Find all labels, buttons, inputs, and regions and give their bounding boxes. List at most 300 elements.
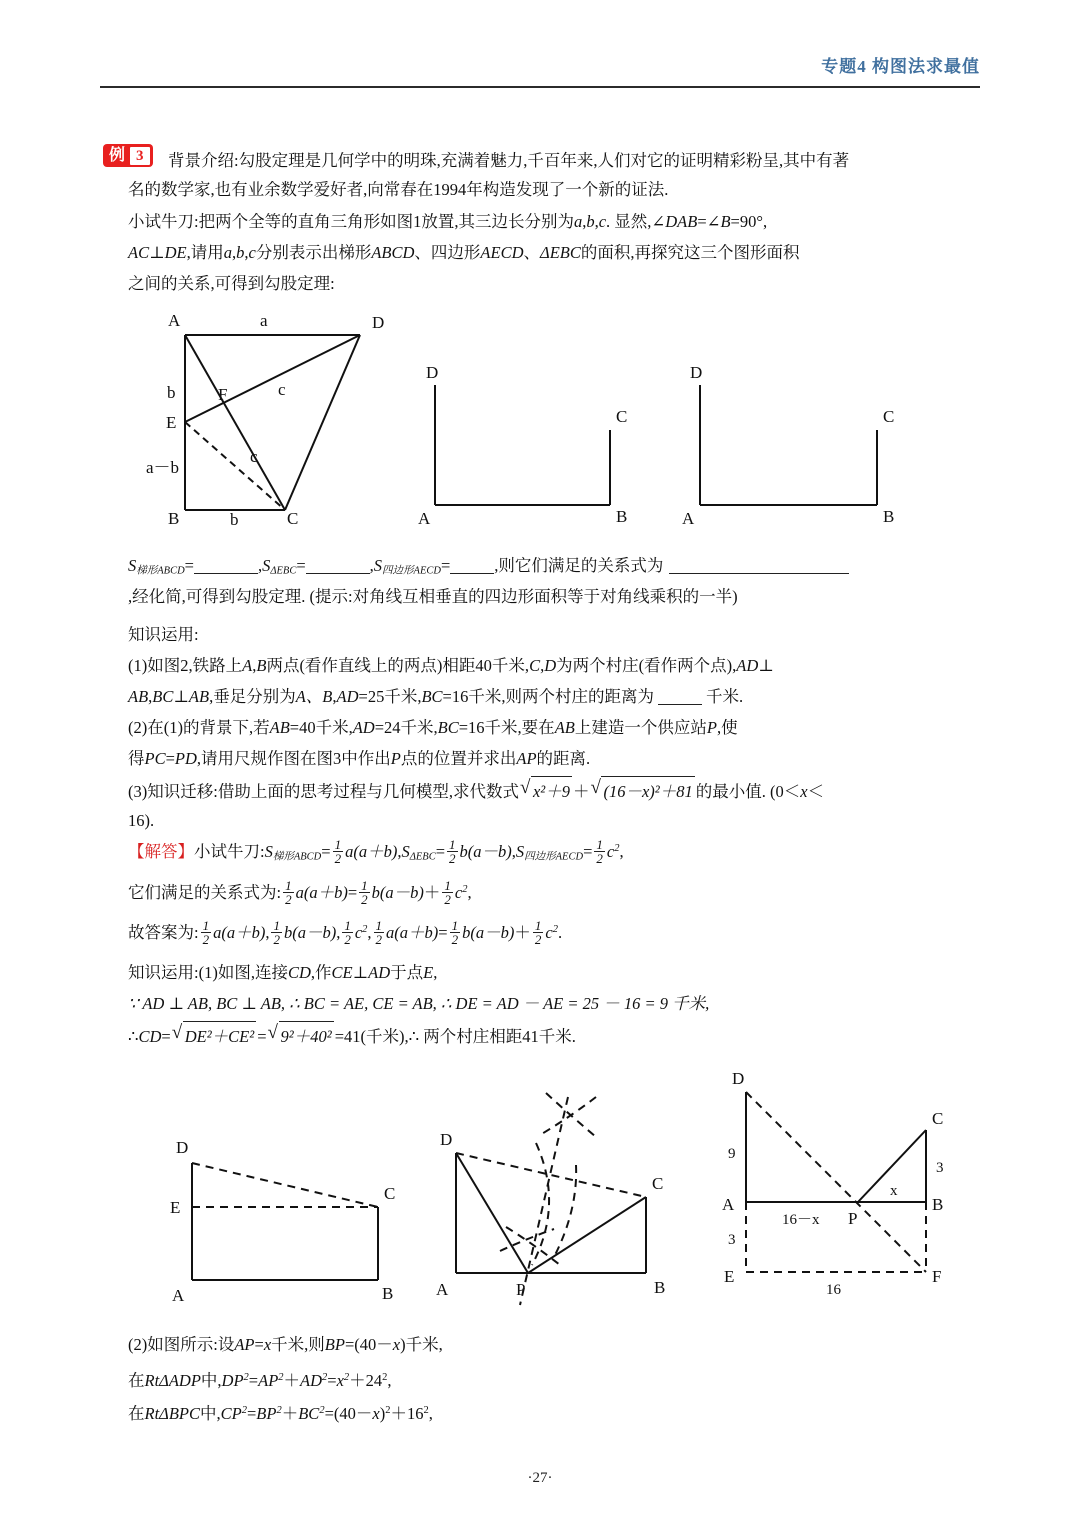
- s2l3-c: 中,: [200, 1403, 221, 1423]
- s2l2-24: ＋24: [349, 1370, 383, 1390]
- q2l1-i: 上建造一个供应站: [574, 718, 707, 737]
- s2l3-CP-sup: 2: [241, 1405, 247, 1416]
- sol4-E: E: [423, 963, 434, 982]
- sol-S3: S: [515, 841, 525, 861]
- fig5-label-A: A: [436, 1280, 449, 1299]
- sol3-expr-a: a(a＋b): [213, 922, 266, 942]
- sol-expr3-sup: 2: [614, 843, 620, 854]
- sol-S1: S: [264, 841, 273, 861]
- sol-c2: ,: [511, 841, 516, 861]
- area-blank-2[interactable]: [306, 573, 370, 574]
- q2l2-eq: =: [165, 749, 175, 768]
- hint-line: [128, 582, 738, 611]
- intro-l3-var-a: a: [573, 212, 583, 231]
- intro-l4-c: c: [248, 243, 256, 262]
- sol2-expr-b: b(a－b): [371, 882, 424, 902]
- application-q1-line1: [128, 651, 774, 680]
- s2l2-AP-sup: 2: [278, 1372, 284, 1383]
- sol2-frac-3-num: 1: [444, 877, 451, 893]
- solution2-line-1: [128, 1330, 443, 1359]
- sol4-CD: CD: [287, 963, 311, 982]
- fig6-label-B: B: [932, 1195, 944, 1214]
- sol3-expr-a2: a(a＋b): [386, 922, 439, 942]
- solution-line-5: [128, 989, 709, 1018]
- q3-radical-2-body: (16－x)²＋81: [601, 776, 694, 806]
- intro-line-3: [128, 207, 767, 236]
- s2l3-i: =(40－: [324, 1403, 373, 1423]
- figure-2: [410, 360, 640, 530]
- q1l2-BC2: BC: [421, 687, 443, 706]
- s2l1-x: x: [263, 1335, 272, 1354]
- fig1-label-A: A: [168, 311, 181, 330]
- q1l2-m: 千米.: [705, 687, 744, 706]
- sol-expr2: b(a－b): [459, 841, 512, 861]
- fig6-label-16-minus-x: 16－x: [782, 1212, 820, 1228]
- q2l2-g: 点的位置并求出: [400, 749, 517, 768]
- solution-line-6: [128, 1020, 576, 1051]
- sol6-radical-1-body: DE²＋CE²: [183, 1021, 256, 1051]
- q1l2-c2: ,: [332, 687, 337, 706]
- sol4-perp: ⊥: [352, 963, 369, 982]
- s2l3-x: x: [372, 1403, 380, 1423]
- sol2-frac-3: [442, 879, 453, 907]
- sol-eq3: =: [583, 841, 593, 861]
- q1l1-C: C: [529, 656, 541, 675]
- sol3-expr-c2: c: [545, 922, 553, 942]
- s2l1-eq: =: [254, 1335, 264, 1354]
- intro-line-4: [128, 238, 800, 267]
- area-blank-4[interactable]: [669, 573, 849, 574]
- q1l2-j: =25千米,: [358, 687, 422, 706]
- example-badge: [103, 144, 153, 167]
- sol-l3-lead: 故答案为:: [128, 922, 199, 942]
- solution-line-3: 故答案为: $\frac{1}{2}$ a(a＋b), $\frac{1}{2}$ b(a－b), $\frac{1}{2}$ $c^2$, $\frac{1}{2}$ a(a＋b)= $\frac{1}{2}$ b(a－b)＋ $\frac{1}{2}$ $c^2$.: [128, 917, 563, 948]
- sol4-comma: ,: [433, 963, 438, 982]
- application-q3-line1: [128, 775, 824, 806]
- intro-l3-angle-b: ∠B: [706, 212, 731, 231]
- sol-frac-1-den: 2: [334, 851, 342, 867]
- area-tail: ,则它们满足的关系式为: [494, 556, 664, 575]
- area-comma2: ,: [369, 556, 374, 575]
- s2l3-BC: BC: [298, 1403, 320, 1423]
- solution-tag: 【解答】: [128, 841, 194, 861]
- solution-line-4: [128, 958, 437, 987]
- s2l2-x-sup: 2: [343, 1372, 350, 1383]
- q1l1-i: 为两个村庄(看作两个点),: [556, 656, 737, 675]
- intro-l4-perp: ⊥: [149, 243, 165, 262]
- sol3-f4n: 1: [375, 917, 383, 933]
- s2l3-a: 在: [128, 1403, 145, 1423]
- q1l1-A: A: [242, 656, 253, 675]
- s2l3-eq1: =: [246, 1403, 257, 1423]
- figure-1: [146, 310, 400, 529]
- intro-l4-c2: ,: [244, 243, 249, 262]
- sol-S3-sub: 四边形AECD: [524, 851, 584, 863]
- fig6-label-E: E: [724, 1267, 735, 1286]
- q2l1-AB2: AB: [554, 718, 575, 737]
- q3l1-d: ＜: [807, 782, 825, 801]
- sol6-tail: =41(千米),∴ 两个村庄相距41千米.: [334, 1027, 576, 1046]
- figure-5: [428, 1055, 698, 1315]
- q1l2-AB-pts: A、B: [295, 687, 333, 706]
- application-heading-text: 知识运用:: [128, 625, 199, 644]
- s2l2-x: x: [336, 1370, 344, 1390]
- q2l1-BC: BC: [437, 718, 459, 737]
- s2l3-16-sup: 2: [423, 1405, 429, 1416]
- fig1-label-c-upper: c: [278, 380, 286, 399]
- intro-l4-abcd: ABCD: [371, 243, 415, 262]
- fig6-label-16: 16: [826, 1282, 841, 1298]
- intro-line-5: [128, 269, 335, 298]
- q3l2-text: 16).: [128, 811, 155, 830]
- sol2-plus: ＋: [423, 882, 441, 902]
- fig5-label-P: P: [516, 1280, 526, 1299]
- sol3-frac-5: [450, 919, 461, 947]
- fig1-label-B: B: [168, 509, 180, 528]
- fig1-label-b-left: b: [167, 383, 176, 402]
- s2l2-plus: ＋: [283, 1370, 301, 1390]
- fig1-label-E: E: [166, 413, 177, 432]
- sol3-frac-1: [201, 919, 212, 947]
- sol-l2-lead: 它们满足的关系式为:: [128, 882, 282, 902]
- intro-l4-ebc: ΔEBC: [540, 243, 581, 262]
- sol3-frac-4: [374, 919, 385, 947]
- q2l1-AB: AB: [269, 718, 290, 737]
- sol-c1: ,: [397, 841, 402, 861]
- intro-l3-c2: ,: [594, 212, 599, 231]
- s2l3-comma: ,: [428, 1403, 433, 1423]
- sol3-c3: ,: [367, 922, 372, 942]
- area-blank-1[interactable]: [194, 573, 258, 574]
- q1l2-AB2: AB: [188, 687, 210, 706]
- fig1-label-F: F: [218, 385, 228, 404]
- sol3-f6n: 1: [534, 917, 542, 933]
- fig3-label-A: A: [682, 509, 695, 528]
- intro-l3-var-b: b: [586, 212, 595, 231]
- s2l3-rtbpc: RtΔBPC: [144, 1403, 201, 1423]
- q3-radical-1-body: x²＋9: [531, 776, 572, 806]
- sol-frac-1-num: 1: [334, 836, 342, 852]
- fig6-label-A: A: [722, 1195, 735, 1214]
- sol-c3: ,: [619, 841, 624, 861]
- q3-radical-2: [590, 775, 694, 806]
- sol2-eq: =: [347, 882, 358, 902]
- fig6-label-C: C: [932, 1109, 944, 1128]
- q1l1-c2: ,: [540, 656, 545, 675]
- sol3-frac-6: [533, 919, 544, 947]
- sol-l1-lead: 小试牛刀:: [194, 841, 265, 861]
- s2l3-BP: BP: [256, 1403, 277, 1423]
- sol3-f1n: 1: [202, 917, 210, 933]
- fig3-label-C: C: [883, 407, 895, 426]
- intro-l4-b: b: [236, 243, 245, 262]
- solution2-line-2: [128, 1363, 392, 1395]
- sol-frac-2-den: 2: [449, 851, 456, 867]
- sol2-expr-c: c: [454, 882, 463, 902]
- sol-frac-3-num: 1: [596, 836, 603, 852]
- sol2-expr-c-sup: 2: [462, 884, 468, 895]
- intro-line-1: [168, 146, 849, 175]
- s2l3-CP: CP: [220, 1403, 242, 1423]
- q2l1-AD: AD: [352, 718, 375, 737]
- q1l2-BC: BC: [152, 687, 174, 706]
- s2l2-c: 中,: [200, 1370, 222, 1390]
- sol-S2: S: [401, 841, 410, 861]
- sol2-frac-1-den: 2: [285, 892, 292, 908]
- q2l2-e: ,请用尺规作图在图3中作出: [196, 749, 391, 768]
- sol4-AD: AD: [368, 963, 391, 982]
- q2l1-k: ,使: [716, 718, 738, 737]
- q3-plus: ＋: [572, 782, 590, 801]
- q2l2-a: 得: [128, 749, 145, 768]
- sol3-f2d: 2: [273, 932, 280, 948]
- fig4-label-B: B: [382, 1284, 394, 1303]
- area-s2: S: [262, 556, 271, 575]
- sol6-radical-1: [172, 1020, 256, 1051]
- sol2-frac-1-num: 1: [285, 877, 292, 893]
- s2l3-paren-sup: 2: [385, 1405, 391, 1416]
- q1l2-c1: ,: [148, 687, 153, 706]
- application-q2-line2: [128, 744, 590, 773]
- fig6-label-3-right: 3: [936, 1160, 944, 1176]
- header-title: 专题4 构图法求最值: [821, 57, 980, 76]
- sol-frac-3: [594, 838, 605, 866]
- s2l2-DP-sup: 2: [243, 1372, 249, 1383]
- q2l2-P: P: [390, 749, 401, 768]
- intro-l3-eq: =: [697, 212, 707, 231]
- intro-l3-angle-dab: ∠DAB: [651, 212, 698, 231]
- sol6-CD: CD: [138, 1027, 162, 1046]
- sol3-f2n: 1: [273, 917, 280, 933]
- sol3-expr-c-sup: 2: [362, 924, 368, 935]
- intro-l4-aecd: AECD: [480, 243, 524, 262]
- intro-line-5-text: 之间的关系,可得到勾股定理:: [128, 274, 335, 293]
- area-eq1: =: [184, 556, 194, 575]
- q2l1-g: =16千米,要在: [458, 718, 555, 737]
- sol4-lead: 知识运用:(1)如图,连接: [128, 963, 288, 982]
- sol-frac-1: [333, 838, 344, 866]
- s2l1-g: =(40－: [344, 1335, 393, 1354]
- s2l2-rtadp: RtΔADP: [144, 1370, 201, 1390]
- figure-4: [150, 1115, 400, 1310]
- q3l1-x: x: [800, 782, 808, 801]
- intro-l3-a: 小试牛刀:把两个全等的直角三角形如图1放置,其三边长分别为: [128, 212, 574, 231]
- area-s3-sub: 四边形AECD: [382, 565, 441, 577]
- s2l1-BP: BP: [324, 1335, 345, 1354]
- fig6-label-9: 9: [728, 1146, 736, 1162]
- area-fill-line: [128, 551, 849, 586]
- q2l2-AP: AP: [516, 749, 537, 768]
- fig4-label-C: C: [384, 1184, 396, 1203]
- hint-line-text: ,经化简,可得到勾股定理. (提示:对角线互相垂直的四边形面积等于对角线乘积的一半): [128, 587, 738, 606]
- intro-l3-g: . 显然,: [606, 212, 652, 231]
- sol2-frac-2-den: 2: [361, 892, 368, 908]
- q1l2-AD: AD: [336, 687, 359, 706]
- sol3-expr-b: b(a－b): [283, 922, 337, 942]
- fig1-label-b-bottom: b: [230, 510, 239, 529]
- sol3-f4d: 2: [375, 932, 383, 948]
- q2l1-c: =40千米,: [289, 718, 353, 737]
- area-s1: S: [128, 556, 137, 575]
- q2l1-e: =24千米,: [374, 718, 438, 737]
- area-blank-3[interactable]: [450, 573, 494, 574]
- q3l1-b: 的最小值. (0＜: [695, 782, 801, 801]
- sol6-radical-2-body: 9²＋40²: [279, 1021, 334, 1051]
- fig2-label-A: A: [418, 509, 431, 528]
- s2l3-BP-sup: 2: [276, 1405, 282, 1416]
- q1l1-a: (1)如图2,铁路上: [128, 656, 243, 675]
- s2l3-16: ＋16: [390, 1403, 424, 1423]
- sol3-f3d: 2: [344, 932, 351, 948]
- application-q2-line1: [128, 713, 738, 742]
- intro-l4-de: DE: [164, 243, 187, 262]
- sol2-frac-2: [359, 879, 370, 907]
- intro-l4-ac: AC: [128, 243, 150, 262]
- s2l2-AP: AP: [258, 1370, 279, 1390]
- q1-answer-blank[interactable]: [658, 704, 702, 705]
- sol3-eq: =: [438, 922, 448, 942]
- fig6-label-3-left: 3: [728, 1232, 736, 1248]
- sol-frac-2-num: 1: [449, 836, 456, 852]
- fig1-label-a: a: [260, 311, 268, 330]
- sol3-f6d: 2: [534, 932, 542, 948]
- s2l2-comma: ,: [387, 1370, 392, 1390]
- intro-l3-deg: =90°,: [730, 212, 768, 231]
- intro-l4-a: a: [223, 243, 232, 262]
- fig4-label-D: D: [176, 1138, 189, 1157]
- s2l1-x2: x: [392, 1335, 401, 1354]
- fig6-label-x: x: [890, 1183, 898, 1199]
- s2l1-e: 千米,则: [271, 1335, 325, 1354]
- sol3-f5n: 1: [451, 917, 459, 933]
- area-s1-sub: 梯形ABCD: [136, 565, 185, 577]
- fig3-label-B: B: [883, 507, 895, 526]
- sol6-eq2: =: [257, 1027, 267, 1046]
- example-badge-label: 例: [109, 146, 126, 164]
- q3-radical-1: [520, 775, 572, 806]
- s2l3-BC-sup: 2: [319, 1405, 325, 1416]
- fig5-label-B: B: [654, 1278, 666, 1297]
- fig5-label-C: C: [652, 1174, 664, 1193]
- q1l2-perp: ⊥: [173, 687, 189, 706]
- fig1-label-C: C: [287, 509, 299, 528]
- sol6-eq1: =: [161, 1027, 171, 1046]
- sol3-expr-c2-sup: 2: [552, 924, 558, 935]
- sol3-c1: ,: [265, 922, 270, 942]
- sol3-expr-b2: b(a－b): [462, 922, 515, 942]
- sol6-lead: ∴: [128, 1027, 139, 1046]
- sol3-frac-3: [342, 919, 353, 947]
- s2l2-a: 在: [128, 1370, 145, 1390]
- intro-line-2: [128, 175, 668, 204]
- s2l3-paren: ): [379, 1403, 386, 1423]
- s2l2-AD-sup: 2: [322, 1372, 328, 1383]
- intro-l3-var-c: c: [598, 212, 607, 231]
- s2l2-eq1: =: [248, 1370, 259, 1390]
- intro-line-1-text: 背景介绍:勾股定理是几何学中的明珠,充满着魅力,千百年来,人们对它的证明精彩粉呈,其中有著: [168, 151, 850, 170]
- fig5-label-D: D: [440, 1130, 453, 1149]
- intro-l3-c1: ,: [582, 212, 587, 231]
- intro-l4-n: 、: [523, 243, 541, 262]
- application-heading: [128, 620, 199, 649]
- s2l2-AD: AD: [300, 1370, 323, 1390]
- intro-l4-c1: ,: [232, 243, 237, 262]
- area-eq3: =: [440, 556, 451, 575]
- solution-line-1: [128, 832, 624, 874]
- sol2-comma: ,: [467, 882, 472, 902]
- sol-eq2: =: [435, 841, 446, 861]
- fig2-label-B: B: [616, 507, 628, 526]
- area-comma1: ,: [257, 556, 263, 575]
- sol-frac-2: [447, 838, 458, 866]
- q1l1-e: 两点(看作直线上的两点)相距40千米,: [266, 656, 530, 675]
- intro-line-2-text: 名的数学家,也有业余数学爱好者,向常春在1994年构造发现了一个新的证法.: [128, 180, 669, 199]
- fig2-label-C: C: [616, 407, 628, 426]
- area-eq2: =: [296, 556, 306, 575]
- q1l1-B: B: [256, 656, 267, 675]
- sol-S2-sub: ΔEBC: [409, 851, 436, 863]
- s2l1-AP: AP: [234, 1335, 255, 1354]
- sol3-frac-2: [271, 919, 282, 947]
- sol2-frac-3-den: 2: [444, 892, 451, 908]
- q2l2-PC: PC: [144, 749, 166, 768]
- page-header: [100, 52, 980, 77]
- sol3-f1d: 2: [202, 932, 210, 948]
- intro-l4-l: 、四边形: [414, 243, 481, 262]
- s2l1-a: (2)如图所示:设: [128, 1335, 235, 1354]
- figure-3: [672, 360, 907, 530]
- sol4-mid: ,作: [310, 963, 332, 982]
- application-q3-line2: [128, 806, 154, 835]
- s2l2-eq2: =: [327, 1370, 337, 1390]
- sol4-tail: 于点: [390, 963, 424, 982]
- q2l1-P: P: [706, 718, 717, 737]
- sol2-expr-a: a(a＋b): [295, 882, 348, 902]
- fig6-label-F: F: [932, 1267, 942, 1286]
- q1l2-l: =16千米,则两个村庄的距离为: [442, 687, 654, 706]
- sol-expr3: c: [606, 841, 615, 861]
- intro-l4-d: ,请用: [186, 243, 224, 262]
- figure-6: [698, 1062, 968, 1312]
- fig4-label-A: A: [172, 1286, 185, 1305]
- sol-frac-3-den: 2: [596, 851, 603, 867]
- fig6-label-P: P: [848, 1209, 858, 1228]
- page-number: ·27·: [527, 1470, 553, 1486]
- sol4-CE: CE: [331, 963, 353, 982]
- intro-l4-j: 分别表示出梯形: [255, 243, 372, 262]
- q1l2-AB: AB: [128, 687, 149, 706]
- q1l1-D: D: [544, 656, 557, 675]
- fig1-label-c-lower: c: [250, 447, 258, 466]
- s2l2-DP: DP: [221, 1370, 244, 1390]
- q3l1-a: (3)知识迁移:借助上面的思考过程与几何模型,求代数式: [128, 782, 519, 801]
- example-badge-number: 3: [130, 147, 150, 165]
- area-s3: S: [373, 556, 383, 575]
- sol6-radical-2: [268, 1020, 334, 1051]
- q1l1-AD: AD: [736, 656, 759, 675]
- q2l1-a: (2)在(1)的背景下,若: [128, 718, 270, 737]
- application-q1-line2: [128, 682, 743, 711]
- q2l2-PD: PD: [174, 749, 197, 768]
- fig4-label-E: E: [170, 1198, 181, 1217]
- q2l2-i: 的距离.: [536, 749, 591, 768]
- intro-l4-p: 的面积,再探究这三个图形面积: [580, 243, 800, 262]
- sol2-frac-2-num: 1: [361, 877, 368, 893]
- fig3-label-D: D: [690, 363, 703, 382]
- sol3-plus: ＋: [514, 922, 531, 942]
- sol3-expr-c: c: [354, 922, 363, 942]
- sol-eq1: =: [321, 841, 331, 861]
